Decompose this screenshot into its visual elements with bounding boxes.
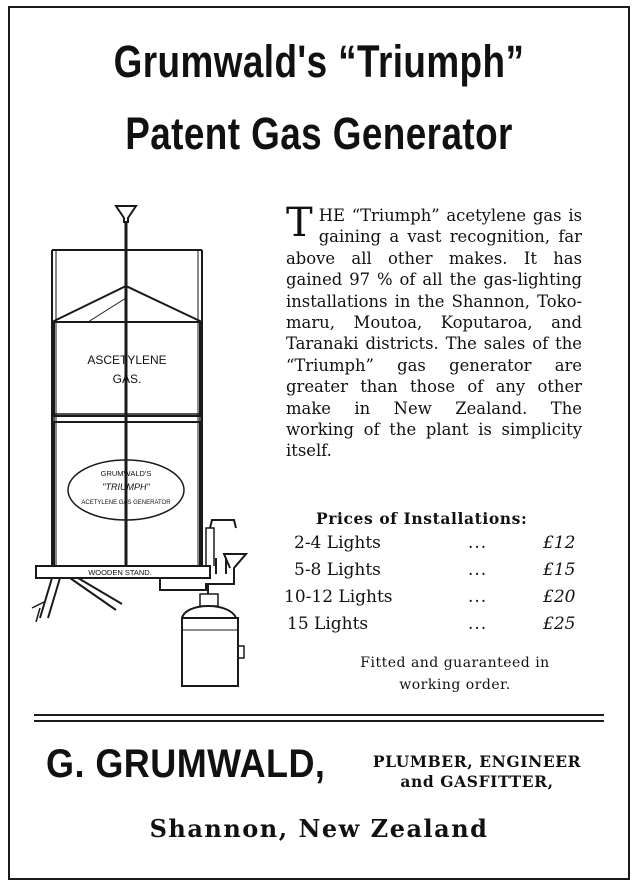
price-row-label: 5-8 Lights — [294, 560, 381, 580]
price-row-label: 15 Lights — [287, 614, 369, 634]
price-row-leader: ... — [468, 614, 488, 634]
advert-body-text: HE “Triumph” acetylene gas is gaining a vast recognition, far above all other makes. It has gained 97 % of all the gas-lighting installations in the Shannon, Tokomaru, Moutoa, Koputaroa, and Taranaki districts. The sales of the “Triumph” gas generator are greater than those of any other make in New Zealand. The working of the plant is simplicity itself. — [286, 206, 582, 461]
price-row-leader: ... — [468, 587, 488, 607]
price-row — [0, 614, 638, 640]
trade-description — [372, 752, 582, 792]
title-line-1: Grumwald's “Triumph” — [113, 36, 525, 87]
company-name: G. GRUMWALD, — [46, 742, 326, 786]
badge-line-3: ACETYLENE GAS GENERATOR — [81, 500, 171, 506]
price-row-label: 2-4 Lights — [294, 533, 381, 553]
divider-rule — [34, 720, 604, 722]
price-row-amount: £15 — [543, 560, 576, 580]
price-row-leader: ... — [468, 560, 488, 580]
divider-rule — [34, 714, 604, 716]
company-location: Shannon, New Zealand — [149, 814, 489, 843]
price-row-label: 10-12 Lights — [284, 587, 393, 607]
badge-line-1: GRUMWALD'S — [100, 469, 152, 478]
tank-label-line-2: GAS. — [112, 372, 142, 386]
trade-line-2: and GASFITTER, — [400, 772, 554, 791]
price-row-amount: £12 — [543, 533, 576, 553]
drop-cap: T — [286, 200, 313, 246]
title-line-2: Patent Gas Generator — [125, 108, 513, 159]
advert-body — [286, 200, 582, 462]
price-row-amount: £20 — [543, 587, 576, 607]
trade-line-1: PLUMBER, ENGINEER — [372, 752, 582, 771]
tank-label-line-1: ASCETYLENE — [87, 353, 167, 367]
stand-label: WOODEN STAND. — [88, 568, 152, 577]
prices-heading: Prices of Installations: — [316, 509, 528, 528]
top-funnel-icon — [116, 206, 136, 222]
price-row — [0, 560, 638, 586]
price-row — [0, 533, 638, 559]
price-row-amount: £25 — [543, 614, 576, 634]
price-row — [0, 587, 638, 613]
badge-line-2: "TRIUMPH" — [102, 482, 150, 492]
installation-note: Fitted and guaranteed in working order. — [360, 655, 550, 693]
price-row-leader: ... — [468, 533, 488, 553]
